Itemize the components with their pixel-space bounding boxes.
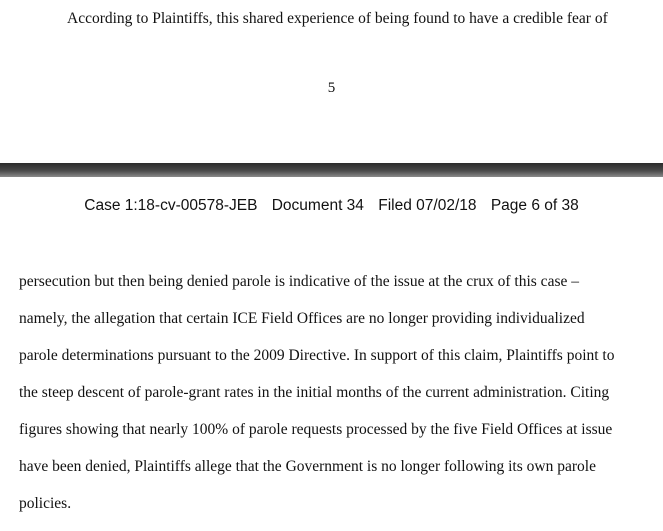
previous-page xyxy=(0,0,663,163)
body-line: policies. xyxy=(19,495,72,512)
case-number: Case 1:18-cv-00578-JEB xyxy=(84,197,258,214)
body-line: persecution but then being denied parole is indicative of the issue at the crux of this case – xyxy=(19,273,579,290)
filed-date: Filed 07/02/18 xyxy=(378,197,477,214)
page-divider xyxy=(0,163,663,177)
body-line: namely, the allegation that certain ICE Field Offices are no longer providing individualized xyxy=(19,310,585,327)
case-header xyxy=(0,197,663,215)
body-line: have been denied, Plaintiffs allege that the Government is no longer following its own parole xyxy=(19,458,596,475)
body-line: the steep descent of parole-grant rates in the initial months of the current administration. Citing xyxy=(19,384,610,401)
page-number: 5 xyxy=(327,80,336,96)
previous-page-last-line: According to Plaintiffs, this shared experience of being found to have a credible fear of xyxy=(67,10,608,27)
document-number: Document 34 xyxy=(271,197,364,214)
body-paragraph xyxy=(19,272,649,531)
body-line: parole determinations pursuant to the 2009 Directive. In support of this claim, Plaintiffs point to xyxy=(19,347,615,364)
body-line: figures showing that nearly 100% of parole requests processed by the five Field Offices at issue xyxy=(19,421,613,438)
page-indicator: Page 6 of 38 xyxy=(490,197,579,214)
